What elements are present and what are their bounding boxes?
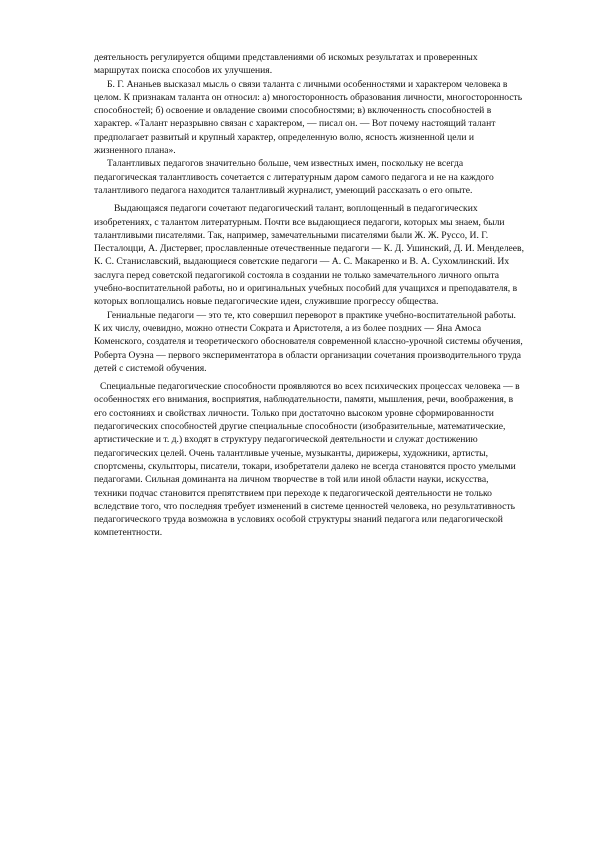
document-body <box>94 51 524 540</box>
paragraph-special-abilities: Специальные педагогические способности проявляются во всех психических процессах человека — в особенностях его внимания, восприятия, наблюдательности, памяти, мышления, речи, воображения, в его состояниях и свойствах личности. Только при достаточно высоком уровне сформированности педагогических способностей другие специальные способности (изобразительные, математические, артистические и т. д.) входят в структуру педагогической деятельности и служат достижению педагогических целей. Очень талантливые ученые, музыканты, дирижеры, художники, артисты, спортсмены, скульпторы, писатели, токари, изобретатели далеко не всегда становятся просто умелыми педагогами. Сильная доминанта на личном творчестве в той или иной области науки, искусства, техники подчас становится препятствием при переходе к педагогической деятельности не только вследствие того, что последняя требует изменений в системе ценностей человека, но результативность педагогического труда возможна в условиях особой структуры знаний педагога или педагогической компетентности. <box>94 381 520 539</box>
paragraph-ananyev-talent: Б. Г. Ананьев высказал мысль о связи таланта с личными особенностями и характером человека в целом. К признакам таланта он относил: а) многосторонность образования личности, многосторонность способностей; б) освоение и овладение своими способностями; в) включенность способностей в характер. «Талант неразрывно связан с характером, — писал он. — Вот почему настоящий талант предполагает развитый и крупный характер, определенную волю, ясность жизненной цели и жизненного плана». <box>94 78 523 157</box>
paragraph-outstanding-pedagogues: Выдающаяся педагоги сочетают педагогический талант, воплощенный в педагогических изобретениях, с талантом литературным. Почти все выдающиеся педагоги, которых мы знаем, были талантливыми писателями. Так, например, замечательными писателями были Ж. Ж. Руссо, И. Г. Песталоцци, А. Дистервег, прославленные отечественные педагоги — К. Д. Ушинский, Д. И. Менделеев, К. С. Станиславский, выдающиеся советские педагоги — А. С. Макаренко и В. А. Сухомлинский. Их заслуга перед советской педагогикой состояла в создании не только замечательного личного опыта учебно-воспитательной работы, но и оригинальных учебных пособий для учащихся и преподавателя, в которых воплощались новые педагогические идеи, служившие прогрессу общества. <box>94 203 524 308</box>
paragraph-genius-pedagogues: Гениальные педагоги — это те, кто совершил переворот в практике учебно-воспитательной работы. К их числу, очевидно, можно отнести Сократа и Аристотеля, а из более поздних — Яна Амоса Коменского, создателя и теоретического обоснователя современной классно-урочной системы обучения, Роберта Оуэна — первого экспериментатора в области организации сочетания производительного труда детей с системой обучения. <box>94 309 523 374</box>
paragraph-talented-pedagogues: Талантливых педагогов значительно больше, чем известных имен, поскольку не всегда педагогическая талантливость сочетается с литературным даром самого педагога и не на каждого талантливого педагога находится талантливый журналист, умеющий рассказать о его опыте. <box>94 158 494 196</box>
paragraph-continuation: деятельность регулируется общими представлениями об искомых результатах и проверенных маршрутах поиска способов их улучшения. <box>94 52 478 77</box>
